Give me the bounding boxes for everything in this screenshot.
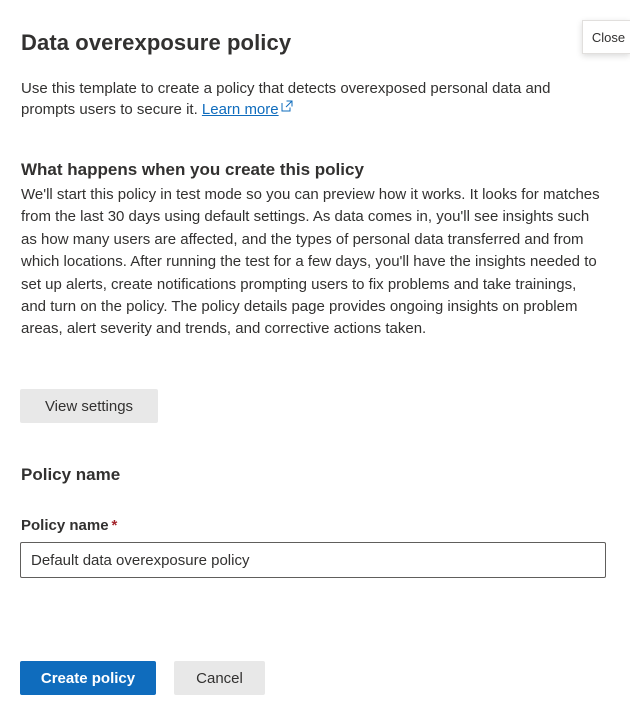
learn-more-link[interactable] [202,101,293,118]
external-link-icon [281,100,293,112]
learn-more-label: Learn more [201,101,279,118]
create-policy-button[interactable]: Create policy [20,661,156,695]
policy-name-label-text: Policy name [21,517,109,534]
what-happens-body: We'll start this policy in test mode so you can preview how it works. It looks for matches from the last 30 days using default settings. As data comes in, you'll see insights such as how many users are affected, and the types of personal data transferred and from which locations. After running the test for a few days, you'll have the insights needed to set up alerts, create notifications prompting users to fix problems and take trainings, and turn on the policy. The policy details page provides ongoing insights on problem areas, alert severity and trends, and corrective actions taken. [21,186,600,338]
policy-name-label [21,517,117,534]
view-settings-button[interactable]: View settings [20,389,158,423]
panel-description [21,78,581,120]
policy-name-heading: Policy name [21,465,121,484]
close-tooltip-label: Close [591,29,626,45]
panel-title: Data overexposure policy [21,30,292,55]
policy-name-input[interactable] [20,542,606,578]
close-tooltip[interactable] [582,20,630,54]
required-indicator: * [111,517,118,534]
what-happens-heading: What happens when you create this policy [21,160,364,179]
description-text: Use this template to create a policy that detects overexposed personal data and prompts users to secure it. [21,80,551,118]
cancel-button[interactable]: Cancel [174,661,265,695]
